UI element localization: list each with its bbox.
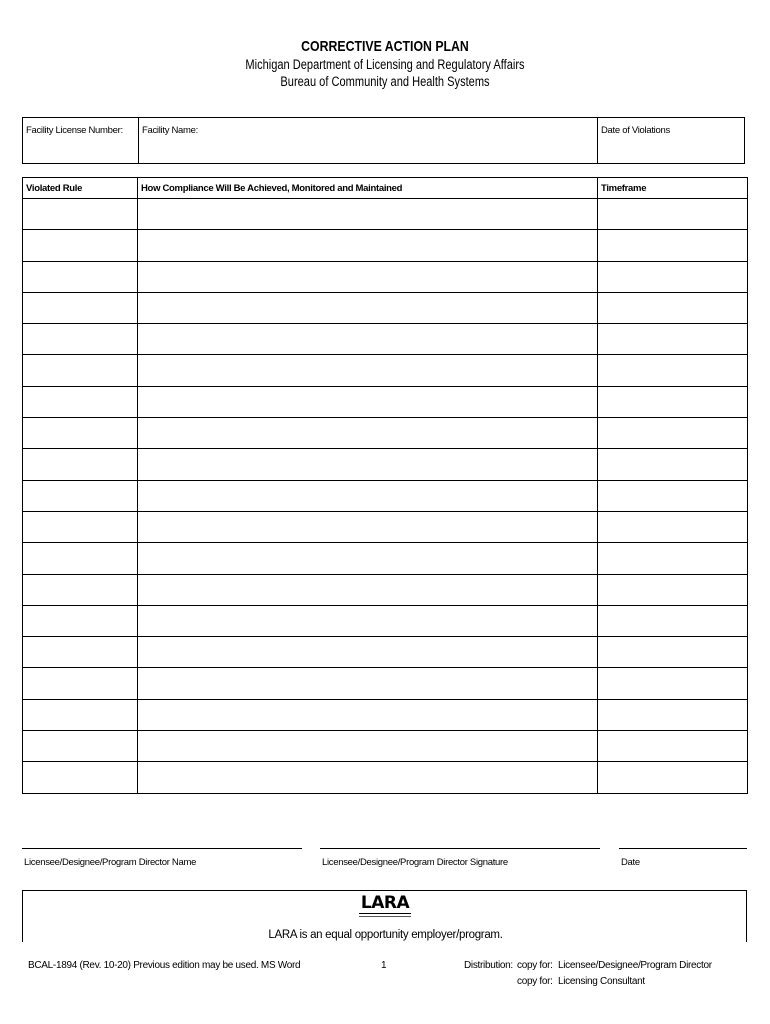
director-name-label: Licensee/Designee/Program Director Name: [24, 857, 197, 868]
distribution-label: Distribution:: [464, 960, 513, 971]
table-row: [23, 605, 748, 636]
violated-rule-cell[interactable]: [23, 386, 138, 417]
timeframe-cell[interactable]: [598, 418, 748, 449]
violated-rule-cell[interactable]: [23, 480, 138, 511]
compliance-plan-cell[interactable]: [138, 261, 598, 292]
table-row: [23, 324, 748, 355]
timeframe-cell[interactable]: [598, 605, 748, 636]
lara-logo-rule: [359, 913, 411, 914]
director-signature-label: Licensee/Designee/Program Director Signature: [322, 857, 508, 868]
name-signature-line: [22, 848, 302, 849]
violated-rule-cell[interactable]: [23, 355, 138, 386]
date-of-violations-field[interactable]: [598, 118, 744, 163]
compliance-plan-cell[interactable]: [138, 668, 598, 699]
violated-rule-cell[interactable]: [23, 199, 138, 230]
page-title: CORRECTIVE ACTION PLAN: [301, 38, 469, 55]
table-row: [23, 386, 748, 417]
facility-info-box: [22, 117, 745, 164]
compliance-plan-cell[interactable]: [138, 418, 598, 449]
timeframe-cell[interactable]: [598, 261, 748, 292]
page-number: 1: [381, 960, 387, 971]
violated-rule-cell[interactable]: [23, 699, 138, 730]
compliance-plan-cell[interactable]: [138, 731, 598, 762]
column-header-compliance: How Compliance Will Be Achieved, Monitored and Maintained: [138, 178, 598, 199]
facility-name-field[interactable]: [139, 118, 598, 163]
table-row: [23, 699, 748, 730]
table-row: [23, 292, 748, 323]
table-row: [23, 637, 748, 668]
timeframe-cell[interactable]: [598, 355, 748, 386]
violated-rule-cell[interactable]: [23, 292, 138, 323]
lara-logo: [359, 895, 411, 919]
lara-logo-text: LARA: [360, 893, 410, 913]
timeframe-cell[interactable]: [598, 230, 748, 261]
violated-rule-cell[interactable]: [23, 261, 138, 292]
form-identifier: BCAL-1894 (Rev. 10-20) Previous edition may be used. MS Word: [28, 960, 301, 971]
signature-line: [320, 848, 600, 849]
column-header-violated-rule: Violated Rule: [23, 178, 138, 199]
table-row: [23, 574, 748, 605]
eeo-statement: LARA is an equal opportunity employer/program.: [268, 929, 503, 941]
timeframe-cell[interactable]: [598, 199, 748, 230]
table-row: [23, 668, 748, 699]
table-body: [23, 199, 748, 794]
facility-license-number-label: Facility License Number:: [26, 125, 123, 136]
facility-license-number-field[interactable]: [23, 118, 139, 163]
copy-recipient-2: Licensing Consultant: [558, 976, 645, 987]
table-row: [23, 230, 748, 261]
copy-for-label-1: copy for:: [517, 960, 553, 971]
lara-logo-fine-print: [359, 916, 411, 919]
violated-rule-cell[interactable]: [23, 449, 138, 480]
table-header-row: [23, 178, 748, 199]
compliance-plan-cell[interactable]: [138, 292, 598, 323]
violated-rule-cell[interactable]: [23, 762, 138, 793]
column-header-timeframe: Timeframe: [598, 178, 748, 199]
facility-name-label: Facility Name:: [142, 125, 198, 136]
department-name: Michigan Department of Licensing and Regulatory Affairs: [245, 57, 525, 72]
violated-rule-cell[interactable]: [23, 637, 138, 668]
compliance-plan-cell[interactable]: [138, 480, 598, 511]
compliance-plan-cell[interactable]: [138, 324, 598, 355]
timeframe-cell[interactable]: [598, 386, 748, 417]
table-row: [23, 261, 748, 292]
compliance-plan-cell[interactable]: [138, 574, 598, 605]
lara-box: [22, 890, 747, 942]
violated-rule-cell[interactable]: [23, 574, 138, 605]
table-row: [23, 449, 748, 480]
timeframe-cell[interactable]: [598, 668, 748, 699]
date-of-violations-label: Date of Violations: [601, 125, 670, 136]
timeframe-cell[interactable]: [598, 637, 748, 668]
signature-date-label: Date: [621, 857, 640, 868]
compliance-plan-cell[interactable]: [138, 543, 598, 574]
bureau-name: Bureau of Community and Health Systems: [280, 74, 490, 89]
corrective-action-table: [22, 177, 748, 794]
table-row: [23, 418, 748, 449]
compliance-plan-cell[interactable]: [138, 605, 598, 636]
timeframe-cell[interactable]: [598, 543, 748, 574]
violated-rule-cell[interactable]: [23, 605, 138, 636]
date-signature-line: [619, 848, 747, 849]
compliance-plan-cell[interactable]: [138, 355, 598, 386]
timeframe-cell[interactable]: [598, 511, 748, 542]
compliance-plan-cell[interactable]: [138, 699, 598, 730]
copy-for-label-2: copy for:: [517, 976, 553, 987]
compliance-plan-cell[interactable]: [138, 230, 598, 261]
violated-rule-cell[interactable]: [23, 230, 138, 261]
timeframe-cell[interactable]: [598, 324, 748, 355]
timeframe-cell[interactable]: [598, 292, 748, 323]
compliance-plan-cell[interactable]: [138, 637, 598, 668]
table-row: [23, 199, 748, 230]
table-row: [23, 511, 748, 542]
compliance-plan-cell[interactable]: [138, 511, 598, 542]
table-row: [23, 480, 748, 511]
timeframe-cell[interactable]: [598, 449, 748, 480]
timeframe-cell[interactable]: [598, 574, 748, 605]
violated-rule-cell[interactable]: [23, 324, 138, 355]
compliance-plan-cell[interactable]: [138, 386, 598, 417]
compliance-plan-cell[interactable]: [138, 449, 598, 480]
violated-rule-cell[interactable]: [23, 668, 138, 699]
violated-rule-cell[interactable]: [23, 543, 138, 574]
document-header: [0, 38, 770, 90]
timeframe-cell[interactable]: [598, 699, 748, 730]
table-row: [23, 543, 748, 574]
table-row: [23, 355, 748, 386]
violated-rule-cell[interactable]: [23, 731, 138, 762]
compliance-plan-cell[interactable]: [138, 199, 598, 230]
timeframe-cell[interactable]: [598, 762, 748, 793]
timeframe-cell[interactable]: [598, 480, 748, 511]
table-row: [23, 731, 748, 762]
timeframe-cell[interactable]: [598, 731, 748, 762]
violated-rule-cell[interactable]: [23, 418, 138, 449]
table-row: [23, 762, 748, 793]
copy-recipient-1: Licensee/Designee/Program Director: [558, 960, 712, 971]
violated-rule-cell[interactable]: [23, 511, 138, 542]
compliance-plan-cell[interactable]: [138, 762, 598, 793]
